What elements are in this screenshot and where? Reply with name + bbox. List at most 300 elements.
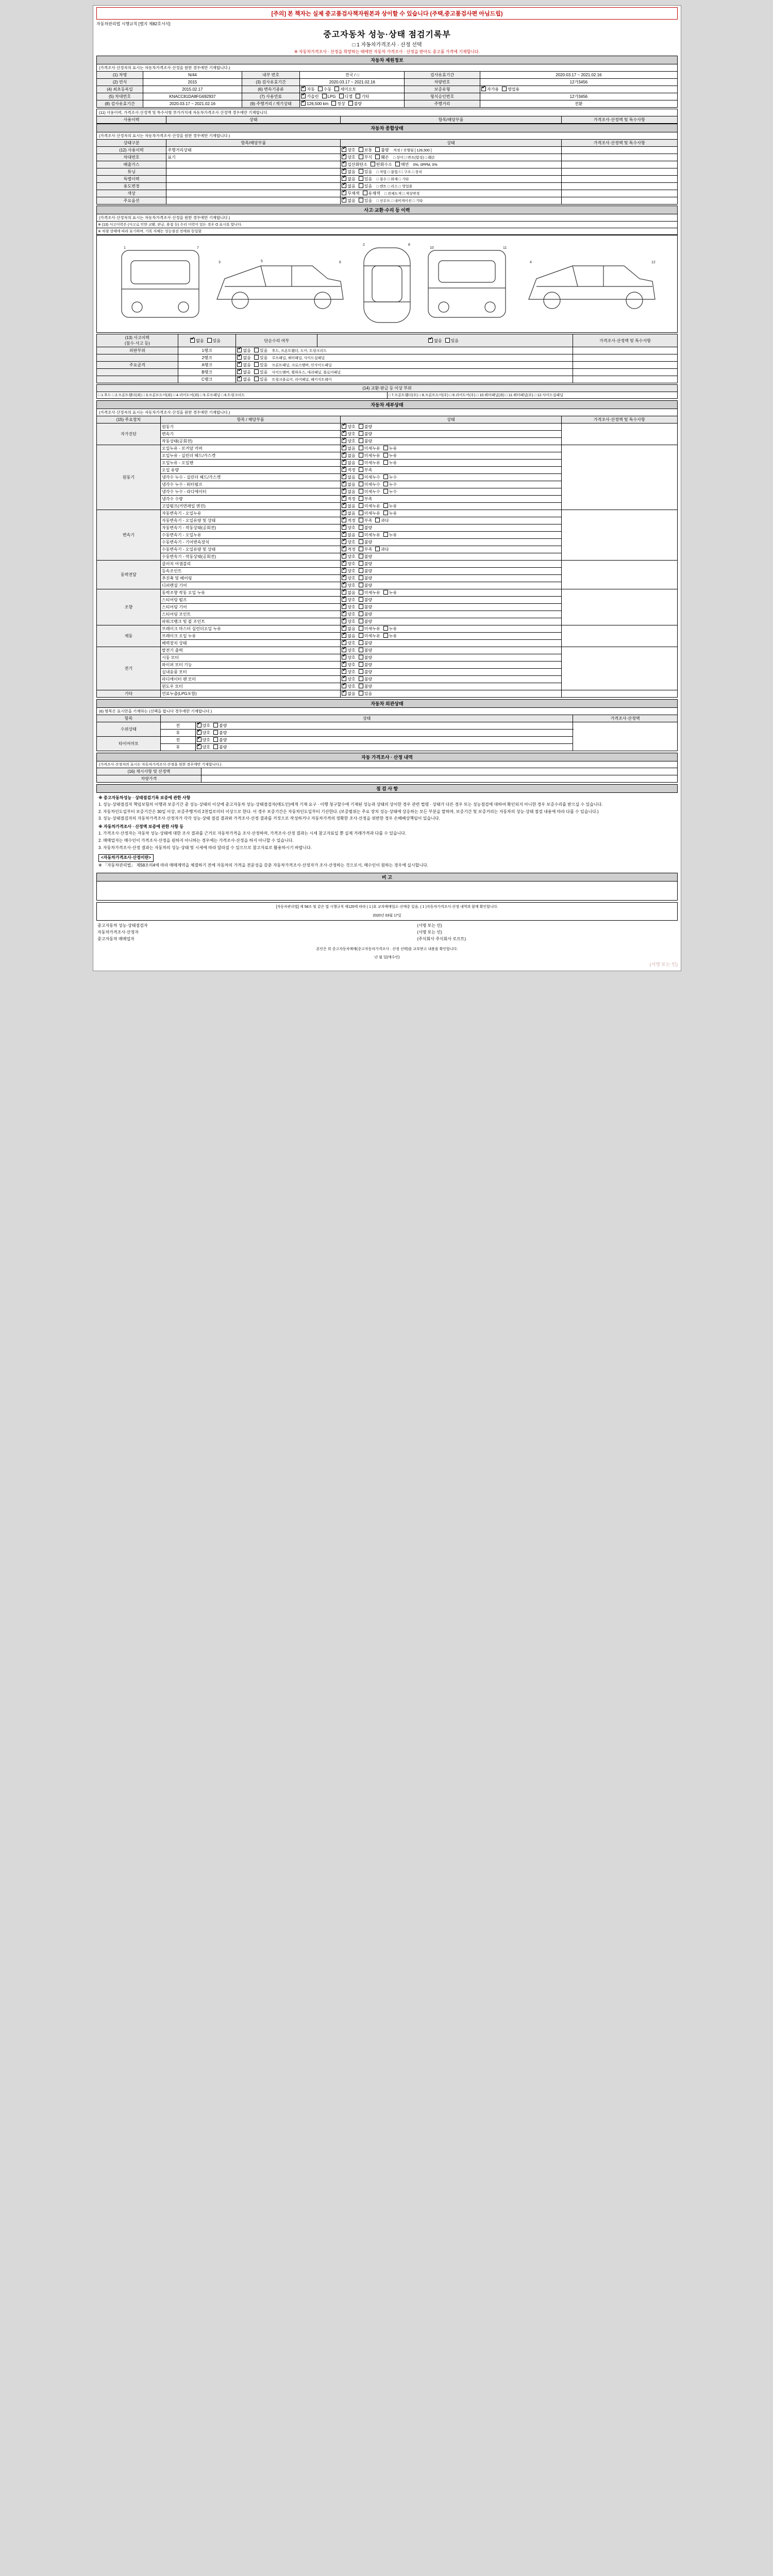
checkbox-option[interactable]: ✔ 없음	[342, 474, 355, 480]
checkbox-option[interactable]: 있음	[359, 198, 372, 204]
warranty-p3: 3. 성능·상태점검자의 자동차가격조사·산정자가 각각 성능·상태 점검 결과와 가격조사·산정 결과를 거짓으로 작성하거나 자동차가격의 정확한 조사·산정을 위반한 경우 손해배상책임이 있습니다.	[98, 816, 440, 821]
ext-opts[interactable]	[195, 744, 573, 751]
checkbox-option[interactable]: ✔ 없음	[342, 532, 355, 538]
checkbox-option[interactable]: 불량	[359, 612, 372, 617]
checkbox-option[interactable]: ✔ 양호	[342, 568, 355, 574]
checkbox-option[interactable]: 누유	[383, 511, 397, 516]
detail-item: 고압펌프(커먼레일 엔진)	[160, 503, 340, 510]
checkbox-option[interactable]: 미세누유	[359, 532, 380, 538]
detail-item: 라디에이터 팬 모터	[160, 676, 340, 683]
detail-opts[interactable]	[341, 582, 561, 589]
checkbox-option[interactable]: ✔ 양호	[342, 648, 355, 653]
table-row	[97, 625, 678, 633]
value-mileage[interactable]: ✔ 126,500 km 정상 불량	[300, 100, 405, 108]
value-plate[interactable]: 12가3456	[480, 79, 677, 86]
detail-opts[interactable]	[341, 488, 561, 496]
detail-opts[interactable]	[341, 503, 561, 510]
checkbox-option[interactable]: ✔ 양호	[342, 619, 355, 624]
checkbox-option[interactable]: ✔ 없음	[342, 482, 355, 487]
checkbox-option[interactable]: 불량	[213, 744, 227, 750]
checkbox-option[interactable]: ✔ 양호	[342, 575, 355, 581]
basic-subnote: (가격조사·산정자의 표시는 자동차가격조사·산정을 원한 경우에만 기재합니다.)	[97, 64, 678, 72]
opinion-header: 점 검 사 항	[97, 785, 678, 793]
checkbox-option[interactable]: 있음	[254, 369, 267, 375]
detail-opts[interactable]	[341, 647, 561, 654]
checkbox-option[interactable]: ✔ 없음	[237, 377, 250, 382]
checkbox-option[interactable]: ✔ 양호	[342, 583, 355, 588]
detail-opts[interactable]	[341, 662, 561, 669]
detail-opts[interactable]	[341, 568, 561, 575]
cond-opts[interactable]: ✔ 없음 있음 □ 렌트 □ 리스 □ 영업용	[341, 183, 561, 190]
checkbox-option[interactable]: ✔ 양호	[342, 147, 355, 153]
checkbox-option[interactable]: ✔ 양호	[197, 723, 210, 728]
checkbox-option[interactable]: 불량	[359, 597, 372, 603]
checkbox-option[interactable]: ✔ 양호	[342, 554, 355, 560]
ext-pos: 후	[160, 744, 195, 751]
checkbox-option[interactable]: 불량	[359, 554, 372, 560]
cond-sub	[166, 183, 341, 190]
checkbox-option[interactable]: 불량	[213, 723, 227, 728]
label-internal: 내부 번호	[242, 72, 300, 79]
detail-opts[interactable]	[341, 611, 561, 618]
table-row	[97, 647, 678, 654]
detail-col-3: 상태	[341, 416, 561, 423]
cond-remark[interactable]	[561, 190, 677, 197]
checkbox-option[interactable]: 미세누수	[359, 474, 380, 480]
price-guide-title: ※ 자동차가격조사 · 산정액 보증에 관한 사항 등	[98, 824, 184, 829]
checkbox-option[interactable]: 불량	[359, 655, 372, 660]
value-usage-type[interactable]: ✔ 자가용 영업용	[480, 86, 677, 93]
checkbox-option[interactable]: 불량	[359, 619, 372, 624]
checkbox-option[interactable]: 불량	[359, 431, 372, 437]
table-row	[97, 354, 678, 362]
cond-name: 튜닝	[97, 168, 166, 176]
detail-opts[interactable]	[341, 460, 561, 467]
checkbox-option[interactable]: ✔ 없음	[342, 626, 355, 632]
checkbox-option[interactable]: ✔ 적정	[342, 467, 355, 473]
detail-col-1: (15) 주요장치	[97, 416, 161, 423]
table-row	[97, 376, 678, 383]
checkbox-option[interactable]: 누유	[383, 453, 397, 459]
cond-remark[interactable]	[561, 197, 677, 205]
checkbox-option[interactable]: ✔ 없음	[342, 183, 355, 189]
detail-item: 냉각수 누수 - 라디에이터	[160, 488, 340, 496]
table-row	[97, 147, 678, 154]
cond-opts[interactable]: ✔ 양호 부식 훼손 □ 상이 □ 변조(합성) □ 훼손	[341, 154, 561, 161]
usage-header: (11) 사용이력, 가격조사·산정액 및 특수사항 부가가치세 자동차가격조사·산정액 경우에만 기재합니다.	[97, 109, 678, 116]
frame-rank: C랭크	[178, 376, 236, 383]
table-row	[97, 347, 678, 354]
table-row	[97, 183, 678, 190]
detail-opts[interactable]	[341, 474, 561, 481]
checkbox-option[interactable]: 불량	[359, 676, 372, 682]
value-carname[interactable]: N/44	[143, 72, 242, 79]
detail-opts[interactable]	[341, 481, 561, 488]
value-vin[interactable]: KNACC81DA8FG692937	[143, 93, 242, 100]
detail-opts[interactable]	[341, 510, 561, 517]
checkbox-option[interactable]: 있음	[359, 176, 372, 182]
checkbox-option[interactable]: ✔ 양호	[342, 684, 355, 689]
detail-opts[interactable]	[341, 423, 561, 431]
detail-opts[interactable]	[341, 575, 561, 582]
svg-text:2: 2	[363, 243, 365, 247]
detail-opts[interactable]	[341, 539, 561, 546]
checkbox-option[interactable]: ✔ 양호	[342, 655, 355, 660]
checkbox-option[interactable]: 미세누수	[359, 489, 380, 495]
remark-value[interactable]	[97, 881, 678, 900]
price-value-1[interactable]	[201, 768, 677, 775]
value-inspection[interactable]: 2020.03.17 ~ 2021.02.16	[300, 79, 405, 86]
checkbox-option[interactable]: 누수	[383, 482, 397, 487]
checkbox-option[interactable]: 유채색	[363, 191, 380, 196]
detail-opts[interactable]	[341, 532, 561, 539]
frame-group	[97, 376, 178, 383]
basic-info-table	[96, 56, 678, 108]
table-row	[97, 176, 678, 183]
checkbox-option[interactable]: 불량	[359, 684, 372, 689]
price-guide-p3: 3. 자동차가격조사·산정 결과는 자동차의 성능·상태 및 시세에 따라 달라질 수 있으므로 참고자료로 활용하시기 바랍니다.	[98, 845, 312, 850]
checkbox-option[interactable]: 미세누유	[359, 453, 380, 459]
sign-value-2[interactable]: (서명 또는 인)	[417, 930, 442, 935]
detail-opts[interactable]	[341, 597, 561, 604]
checkbox-option[interactable]: ✔ 일산화탄소	[342, 162, 367, 167]
checkbox-option[interactable]: ✔ 없음	[342, 590, 355, 596]
checkbox-option[interactable]: 불량	[359, 604, 372, 610]
ext-pos: 전	[160, 737, 195, 744]
checkbox-option[interactable]: 미세누유	[359, 511, 380, 516]
detail-item: 실내송풍 모터	[160, 669, 340, 676]
detail-item: 자동변속기 - 오일유량 및 상태	[160, 517, 340, 524]
checkbox-option[interactable]: ✔ 없음	[342, 446, 355, 451]
cond-opts[interactable]: ✔ 없음 있음 □ 적법 □ 불법 / □ 구조 □ 장치	[341, 168, 561, 176]
checkbox-option[interactable]: 부식	[359, 155, 372, 160]
checkbox-option[interactable]: ✔ 양호	[342, 431, 355, 437]
checkbox-option[interactable]: ✔ 양호	[197, 730, 210, 736]
detail-item: 스티어링 기어	[160, 604, 340, 611]
checkbox-option[interactable]: ✔ 양호	[342, 676, 355, 682]
checkbox-option[interactable]: 불량	[213, 737, 227, 743]
parts-right: □ 7.프론트휀더(우) □ 8.프론트도어(우) □ 9.리어도어(우) □ 10.쿼터패널(좌) □ 11.쿼터패널(우) □ 12.사이드실패널	[387, 392, 678, 399]
checkbox-option[interactable]: ✔ 양호	[342, 561, 355, 567]
cond-sub: 표기	[166, 154, 341, 161]
checkbox-option[interactable]: 누수	[383, 489, 397, 495]
checkbox-option[interactable]: 부족	[359, 518, 372, 523]
detail-remark[interactable]	[561, 589, 677, 625]
detail-item: 스티어링 펌프	[160, 597, 340, 604]
cond-name: 특별이력	[97, 176, 166, 183]
checkbox-option[interactable]: 불량	[213, 730, 227, 736]
checkbox-option[interactable]: 있음	[254, 348, 267, 353]
vehicle-diagram-svg	[106, 238, 668, 330]
checkbox-option[interactable]: 탄화수소	[371, 162, 392, 167]
checkbox-option[interactable]: 미세누유	[359, 460, 380, 466]
definition-text: ※ 「자동차관리법」 제58조의4에 따라 매매계약을 체결하기 전에 자동차의 가격을 전문성을 갖춘 자동차가격조사·산정자가 조사·산정하는 것으로서, 매수인이 원하는 경우에 실시합니다.	[98, 863, 429, 868]
checkbox-option[interactable]: ✔ 양호	[342, 669, 355, 675]
checkbox-option[interactable]: ✔ 없음	[342, 633, 355, 639]
detail-item: 스티어링 조인트	[160, 611, 340, 618]
detail-opts[interactable]	[341, 438, 561, 445]
frame-remark[interactable]	[573, 354, 678, 362]
checkbox-option[interactable]: 누유	[383, 446, 397, 451]
table-row	[97, 722, 678, 730]
sign-value-3[interactable]: (주식회사 주식회사 로프트)	[417, 937, 466, 942]
checkbox-option[interactable]: 과다	[375, 518, 389, 523]
checkbox-option[interactable]: ✔ 없음	[237, 369, 250, 375]
detail-col-4: 가격조사·산정액 및 특수사항	[561, 416, 677, 423]
ext-group: 타이어마모	[97, 737, 161, 751]
detail-opts[interactable]	[341, 633, 561, 640]
detail-remark[interactable]	[561, 625, 677, 647]
checkbox-option[interactable]: 누유	[383, 460, 397, 466]
value-fuel[interactable]: ✔ 가솔린 LPG 디젤 기타	[300, 93, 405, 100]
detail-opts[interactable]	[341, 431, 561, 438]
checkbox-option[interactable]: 누수	[383, 474, 397, 480]
checkbox-option[interactable]: 부족	[359, 467, 372, 473]
checkbox-option[interactable]: 누유	[383, 503, 397, 509]
detail-item: 발전기 출력	[160, 647, 340, 654]
checkbox-option[interactable]: ✔ 양호	[197, 737, 210, 743]
checkbox-option[interactable]: 있음	[254, 355, 267, 361]
cond-sub	[166, 190, 341, 197]
value-first-reg[interactable]: 2015.02.17	[143, 86, 242, 93]
ext-remark[interactable]	[573, 722, 678, 751]
checkbox-option[interactable]: 훼손	[375, 155, 389, 160]
detail-opts[interactable]	[341, 546, 561, 553]
value-approval[interactable]: 12가3456	[480, 93, 677, 100]
frame-opts[interactable]: ✔ 없음 있음 후드, 프론트휀더, 도어, 트렁크리드	[236, 347, 573, 354]
checkbox-option[interactable]: ✔ 없음	[237, 355, 250, 361]
checkbox-option[interactable]: 보통	[359, 147, 372, 153]
exterior-subnote: (6) 항목은 표시만을 기재하는 (선택을 합니다 경우에만 기재합니다.)	[97, 708, 678, 715]
checkbox-option[interactable]: 미세누유	[359, 626, 380, 632]
condition-body	[97, 147, 678, 205]
checkbox-option[interactable]: ✔ 적정	[342, 496, 355, 502]
detail-item: 오일누유 - 로커암 커버	[160, 445, 340, 452]
confirm-block	[96, 902, 678, 921]
cond-sub	[166, 168, 341, 176]
accident-line-2: ※ 차량 상태에 따라 표기하며, 기록 자체는 성능점검 전에와 동일함	[97, 228, 678, 235]
detail-opts[interactable]	[341, 625, 561, 633]
checkbox-option[interactable]: 불량	[359, 575, 372, 581]
cond-remark[interactable]	[561, 176, 677, 183]
ext-opts[interactable]	[195, 722, 573, 730]
checkbox-option[interactable]: ✔ 양호	[342, 525, 355, 531]
detail-opts[interactable]	[341, 676, 561, 683]
detail-opts[interactable]	[341, 517, 561, 524]
checkbox-option[interactable]: 불량	[359, 669, 372, 675]
checkbox-option[interactable]: 누유	[383, 590, 397, 596]
checkbox-option[interactable]: ✔ 없음	[342, 503, 355, 509]
checkbox-option[interactable]: ✔ 무채색	[342, 191, 359, 196]
frame-opts[interactable]: ✔ 없음 있음 루프패널, 쿼터패널, 사이드실패널	[236, 354, 573, 362]
frame-opts[interactable]: ✔ 없음 있음 프론트패널, 크로스멤버, 인사이드패널	[236, 362, 573, 369]
cond-opts[interactable]: ✔ 양호 보통 불량 적정 / 진행됨 [ 126,500 ]	[341, 147, 561, 154]
detail-item: 수동변속기 - 기어변속장치	[160, 539, 340, 546]
checkbox-option[interactable]: ✔ 없음	[342, 511, 355, 516]
frame-col-4: ✔ 없음 있음	[317, 334, 573, 347]
checkbox-option[interactable]: ✔ 없음	[237, 362, 250, 368]
checkbox-option[interactable]: 불량	[359, 438, 372, 444]
detail-item: 작동상태(공회전)	[160, 438, 340, 445]
svg-text:11: 11	[503, 246, 507, 250]
value-year[interactable]: 2015	[143, 79, 242, 86]
checkbox-option[interactable]: ✔ 양호	[342, 539, 355, 545]
detail-opts[interactable]	[341, 683, 561, 690]
checkbox-option[interactable]: 불량	[359, 539, 372, 545]
checkbox-option[interactable]: 불량	[359, 640, 372, 646]
detail-opts[interactable]	[341, 618, 561, 625]
frame-remark[interactable]	[573, 347, 678, 354]
checkbox-option[interactable]: ✔ 없음	[342, 460, 355, 466]
checkbox-option[interactable]: 불량	[359, 648, 372, 653]
checkbox-option[interactable]: 매연	[395, 162, 409, 167]
checkbox-option[interactable]: 부족	[359, 496, 372, 502]
cond-opts[interactable]: ✔ 무채색 유채색 □ 전체도색 □ 색상변경	[341, 190, 561, 197]
checkbox-option[interactable]: 불량	[359, 583, 372, 588]
detail-group: 자가진단	[97, 423, 161, 445]
checkbox-option[interactable]: ✔ 없음	[342, 176, 355, 182]
checkbox-option[interactable]: 미세누유	[359, 446, 380, 451]
detail-opts[interactable]	[341, 445, 561, 452]
checkbox-option[interactable]: ✔ 없음	[342, 169, 355, 175]
checkbox-option[interactable]: 있음	[254, 377, 267, 382]
checkbox-option[interactable]: 불량	[359, 424, 372, 430]
checkbox-option[interactable]: 불량	[359, 568, 372, 574]
detail-remark[interactable]	[561, 647, 677, 690]
detail-opts[interactable]	[341, 690, 561, 698]
price-label-2: 차량가격	[97, 775, 201, 783]
checkbox-option[interactable]: 있음	[359, 691, 372, 697]
ext-group: 수위상태	[97, 722, 161, 737]
checkbox-option[interactable]: 있음	[254, 362, 267, 368]
table-row	[97, 445, 678, 452]
frame-opts[interactable]: ✔ 없음 있음 트렁크플로어, 리어패널, 패키지트레이	[236, 376, 573, 383]
detail-opts[interactable]	[341, 669, 561, 676]
checkbox-option[interactable]: 미세누수	[359, 482, 380, 487]
checkbox-option[interactable]: 있음	[359, 183, 372, 189]
price-header: 자동 가격조사 · 산정 내역	[97, 753, 678, 761]
detail-state-table	[96, 400, 678, 698]
ext-col-3: 가격조사·산정액	[573, 715, 678, 722]
detail-opts[interactable]	[341, 589, 561, 597]
checkbox-option[interactable]: ✔ 없음	[342, 691, 355, 697]
basic-header: 자동차 제원정보	[97, 56, 678, 64]
value-internal[interactable]: 전국 / □	[300, 72, 405, 79]
checkbox-option[interactable]: 불량	[375, 147, 389, 153]
detail-opts[interactable]	[341, 524, 561, 532]
checkbox-option[interactable]: 있음	[359, 169, 372, 175]
detail-opts[interactable]	[341, 654, 561, 662]
checkbox-option[interactable]: ✔ 양호	[342, 612, 355, 617]
vehicle-diagram	[96, 235, 678, 333]
checkbox-option[interactable]: ✔ 적정	[342, 518, 355, 523]
checkbox-option[interactable]: 미세누유	[359, 633, 380, 639]
detail-opts[interactable]	[341, 467, 561, 474]
detail-remark[interactable]	[561, 423, 677, 445]
checkbox-option[interactable]: 미세누유	[359, 590, 380, 596]
detail-opts[interactable]	[341, 553, 561, 561]
cond-remark[interactable]	[561, 161, 677, 168]
checkbox-option[interactable]: 불량	[359, 525, 372, 531]
checkbox-option[interactable]: 부족	[359, 547, 372, 552]
frame-remark[interactable]	[573, 376, 678, 383]
checkbox-option[interactable]: ✔ 양호	[342, 597, 355, 603]
label-valid: (8) 검사유효기간	[97, 100, 143, 108]
cond-remark[interactable]	[561, 168, 677, 176]
checkbox-option[interactable]: ✔ 양호	[342, 662, 355, 668]
value-inspect-period[interactable]: 2020.03.17 ~ 2021.02.16	[480, 72, 677, 79]
checkbox-option[interactable]: ✔ 양호	[342, 438, 355, 444]
checkbox-option[interactable]: 과다	[375, 547, 389, 552]
ext-opts[interactable]	[195, 730, 573, 737]
frame-rank: 2랭크	[178, 354, 236, 362]
checkbox-option[interactable]: ✔ 양호	[342, 604, 355, 610]
checkbox-option[interactable]: 불량	[359, 561, 372, 567]
detail-opts[interactable]	[341, 452, 561, 460]
detail-remark[interactable]	[561, 561, 677, 589]
frame-opts[interactable]: ✔ 없음 있음 사이드멤버, 휠하우스, 대쉬패널, 플로어패널	[236, 369, 573, 376]
ext-opts[interactable]	[195, 737, 573, 744]
svg-text:12: 12	[651, 261, 656, 264]
value-valid[interactable]: 2020.03.17 ~ 2021.02.16	[143, 100, 242, 108]
warranty-p1: 1. 성능·상태점검자 책임보험의 이행과 보증기간 중 성능·상태의 이상에 중고자동차 성능·상태점검자(매도인)에게 기재 요구 · 이행 청구할수에 기재된 성능과 상태의 상이한 경우 관련 법령 · 상태가 다른 경우 또는 성능점검에 대하여 확인되지 아니한 경우 보증수리를 받으실 수 있습니다.	[98, 802, 603, 807]
checkbox-option[interactable]: ✔ 양호	[342, 640, 355, 646]
checkbox-option[interactable]: ✔ 없음	[342, 198, 355, 204]
detail-remark[interactable]	[561, 690, 677, 698]
cond-opts[interactable]: ✔ 없음 있음 □ 선루프 □ 내비게이션 □ 기타	[341, 197, 561, 205]
detail-opts[interactable]	[341, 496, 561, 503]
cond-remark[interactable]	[561, 154, 677, 161]
checkbox-option[interactable]: 누유	[383, 633, 397, 639]
price-table	[96, 753, 678, 783]
cond-sub	[166, 161, 341, 168]
checkbox-option[interactable]: ✔ 적정	[342, 547, 355, 552]
frame-remark[interactable]	[573, 362, 678, 369]
cond-opts[interactable]: ✔ 없음 있음 □ 침수 □ 화재 □ 기타	[341, 176, 561, 183]
label-carname: (1) 차명	[97, 72, 143, 79]
checkbox-option[interactable]: ✔ 양호	[342, 424, 355, 430]
cond-opts[interactable]: ✔ 일산화탄소 탄화수소 매연 0%, 0PPM, 0%	[341, 161, 561, 168]
svg-text:7: 7	[197, 246, 199, 250]
price-value-2[interactable]	[201, 775, 677, 783]
detail-remark[interactable]	[561, 445, 677, 510]
detail-opts[interactable]	[341, 604, 561, 611]
checkbox-option[interactable]: ✔ 양호	[342, 155, 355, 160]
frame-col-1: (13) 사고이력 (침수·사고 등)	[97, 334, 178, 347]
detail-opts[interactable]	[341, 561, 561, 568]
price-guide-p1: 1. 가격조사·산정자는 자동차 성능·상태에 대한 조사 결과를 근거로 자동차가격을 조사·산정하며, 가격조사·산정 결과는 시세 참고자료일 뿐 실제 거래가격과 다를 수 있습니다.	[98, 831, 407, 836]
detail-opts[interactable]	[341, 640, 561, 647]
checkbox-option[interactable]: 불량	[359, 662, 372, 668]
table-row	[97, 510, 678, 517]
cond-remark[interactable]	[561, 183, 677, 190]
checkbox-option[interactable]: ✔ 없음	[342, 489, 355, 495]
checkbox-option[interactable]: ✔ 없음	[342, 453, 355, 459]
checkbox-option[interactable]: 누유	[383, 532, 397, 538]
checkbox-option[interactable]: ✔ 양호	[197, 744, 210, 750]
detail-remark[interactable]	[561, 510, 677, 561]
bottom-line: 본인은 위 중고자동차매매(중고자동차가격조사 · 산정 선택)을 교부받고 내용을 확인합니다.	[316, 947, 458, 952]
sign-value-1[interactable]: (서명 또는 인)	[417, 923, 442, 928]
value-mileage2[interactable]: 전환	[480, 100, 677, 108]
frame-remark[interactable]	[573, 369, 678, 376]
value-transmission[interactable]: ✔ 자동 수동 세미오토	[300, 86, 405, 93]
cond-remark[interactable]	[561, 147, 677, 154]
checkbox-option[interactable]: 누유	[383, 626, 397, 632]
checkbox-option[interactable]: 미세누유	[359, 503, 380, 509]
checkbox-option[interactable]: ✔ 없음	[237, 348, 250, 353]
svg-text:8: 8	[408, 243, 410, 247]
